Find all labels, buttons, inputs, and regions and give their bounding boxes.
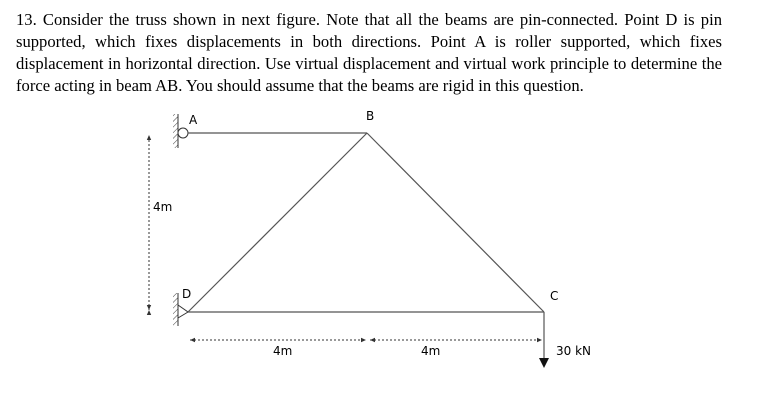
label-c: C xyxy=(550,289,559,303)
load-label: 30 kN xyxy=(556,344,592,358)
beam-bc xyxy=(367,133,544,312)
roller-support-a xyxy=(173,114,188,148)
beam-bd xyxy=(188,133,367,312)
label-a: A xyxy=(189,113,198,127)
question-text: 13. Consider the truss shown in next figure. Note that all the beams are pin-connected. Point D is pin supported, which fixes displacements in both directions. Point A is roller supported, which fixes displacement in horizontal direction. Use virtual displacement and virtual work principle to determine the force acting in beam AB. You should assume that the beams are rigid in this question. xyxy=(16,10,722,95)
dim-vertical-label: 4m xyxy=(153,200,173,214)
label-d: D xyxy=(182,287,192,301)
label-b: B xyxy=(366,109,375,123)
dim-horizontal-1-label: 4m xyxy=(273,344,293,358)
dim-horizontal-2-label: 4m xyxy=(421,344,441,358)
